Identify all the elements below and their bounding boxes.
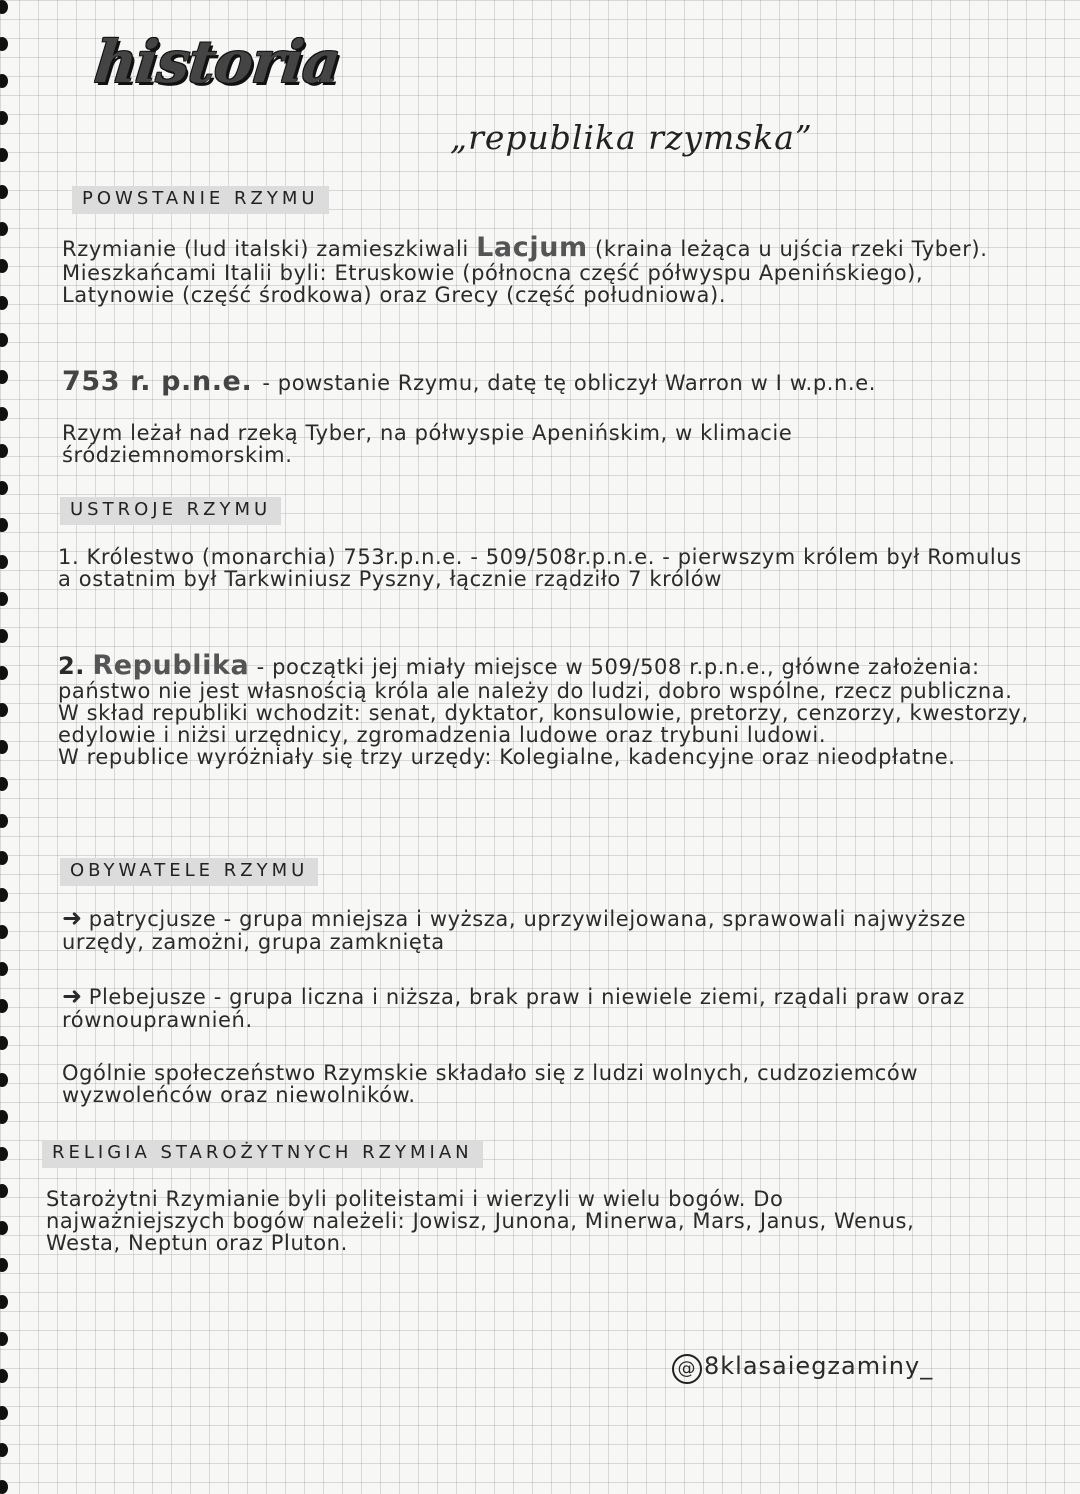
republic-title: Republika — [92, 650, 250, 681]
binder-hole — [0, 1332, 8, 1346]
arrow-right-icon: ➜ — [62, 982, 83, 1010]
binder-hole — [0, 777, 8, 791]
binder-hole — [0, 666, 8, 680]
republic-number: 2. — [58, 652, 86, 680]
binder-hole — [0, 1369, 8, 1383]
lacjum-highlight: Lacjum — [476, 232, 588, 263]
founding-location: Rzym leżał nad rzeką Tyber, na półwyspie Apenińskim, w klimacie śródziemnomorskim. — [62, 421, 793, 468]
binder-hole — [0, 555, 8, 569]
binder-hole — [0, 222, 8, 236]
systems-monarchy: 1. Królestwo (monarchia) 753r.p.n.e. - 509/508r.p.n.e. - pierwszym królem był Romulus a ostatnim był Tarkwiniusz Pyszny, łącznie rządziło 7 królów — [58, 545, 1022, 592]
binder-hole — [0, 518, 8, 532]
binder-hole — [0, 592, 8, 606]
binder-hole — [0, 111, 8, 125]
binder-hole — [0, 1147, 8, 1161]
binder-hole — [0, 1073, 8, 1087]
binder-hole — [0, 148, 8, 162]
binder-hole — [0, 1480, 8, 1494]
arrow-right-icon: ➜ — [62, 904, 83, 932]
binder-hole — [0, 74, 8, 88]
founding-intro — [62, 234, 1022, 306]
handle-text: 8klasaiegzaminy_ — [704, 1352, 934, 1380]
citizens-plebeians — [62, 984, 1022, 1031]
binder-hole — [0, 888, 8, 902]
author-handle — [672, 1352, 933, 1384]
binder-hole — [0, 1036, 8, 1050]
binder-hole — [0, 999, 8, 1013]
heading-systems: USTROJE RZYMU — [60, 497, 281, 525]
binder-holes — [0, 0, 14, 1481]
binder-hole — [0, 407, 8, 421]
page-title: historia — [91, 28, 344, 96]
heading-religion: RELIGIA STAROŻYTNYCH RZYMIAN — [42, 1140, 483, 1168]
binder-hole — [0, 1443, 8, 1457]
heading-founding: POWSTANIE RZYMU — [72, 186, 329, 214]
binder-hole — [0, 259, 8, 273]
binder-hole — [0, 0, 8, 14]
systems-republic — [58, 652, 1038, 769]
citizens-society: Ogólnie społeczeństwo Rzymskie składało się z ludzi wolnych, cudzoziemców wyzwoleńców oraz niewolników. — [62, 1061, 919, 1108]
binder-hole — [0, 37, 8, 51]
citizens-patricians — [62, 906, 1022, 953]
binder-hole — [0, 1406, 8, 1420]
binder-hole — [0, 925, 8, 939]
binder-hole — [0, 851, 8, 865]
binder-hole — [0, 333, 8, 347]
binder-hole — [0, 444, 8, 458]
patricians-text: patrycjusze - grupa mniejsza i wyższa, uprzywilejowana, sprawowali najwyższe urzędy, zamożni, grupa zamknięta — [62, 907, 967, 955]
founding-date-text: - powstanie Rzymu, datę tę obliczył Warron w I w.p.n.e. — [262, 371, 877, 395]
binder-hole — [0, 1184, 8, 1198]
founding-intro-before: Rzymianie (lud italski) zamieszkiwali — [62, 237, 469, 261]
plebeians-text: Plebejusze - grupa liczna i niższa, brak praw i niewiele ziemi, rządali praw oraz równouprawnień. — [62, 985, 965, 1033]
binder-hole — [0, 185, 8, 199]
founding-date-line — [62, 368, 1062, 396]
binder-hole — [0, 1258, 8, 1272]
binder-hole — [0, 370, 8, 384]
binder-hole — [0, 1295, 8, 1309]
republic-text: - początki jej miały miejsce w 509/508 r.p.n.e., główne założenia: państwo nie jest własnością króla ale należy do ludzi, dobro wspólne, rzecz publiczna. W skład republiki wchodzit: senat, dyktator, konsulowie, pretorzy, cenzorzy, kwestorzy, edylowie i niżsi urzędnicy, zgromadzenia ludowe oraz trybuni ludowi. — [58, 655, 1029, 748]
republic-offices: W republice wyróżniały się trzy urzędy: Kolegialne, kadencyjne oraz nieodpłatne. — [58, 745, 956, 770]
founding-intro-after: (kraina leżąca u ujścia rzeki Tyber). Mieszkańcami Italii byli: Etruskowie (północna część półwyspu Apenińskiego), Latynowie (część środkowa) oraz Grecy (część południowa). — [62, 237, 988, 308]
heading-citizens: OBYWATELE RZYMU — [60, 858, 318, 886]
religion-text: Starożytni Rzymianie byli politeistami i wierzyli w wielu bogów. Do najważniejszych bogów należeli: Jowisz, Junona, Minerwa, Mars, Janus, Wenus, Westa, Neptun oraz Pluton. — [46, 1187, 915, 1256]
binder-hole — [0, 1110, 8, 1124]
at-icon: @ — [672, 1354, 702, 1384]
binder-hole — [0, 1221, 8, 1235]
binder-hole — [0, 296, 8, 310]
binder-hole — [0, 962, 8, 976]
binder-hole — [0, 814, 8, 828]
page-subtitle: „republika rzymska” — [450, 118, 813, 157]
binder-hole — [0, 703, 8, 717]
founding-date: 753 r. p.n.e. — [62, 366, 253, 397]
binder-hole — [0, 629, 8, 643]
binder-hole — [0, 481, 8, 495]
binder-hole — [0, 740, 8, 754]
